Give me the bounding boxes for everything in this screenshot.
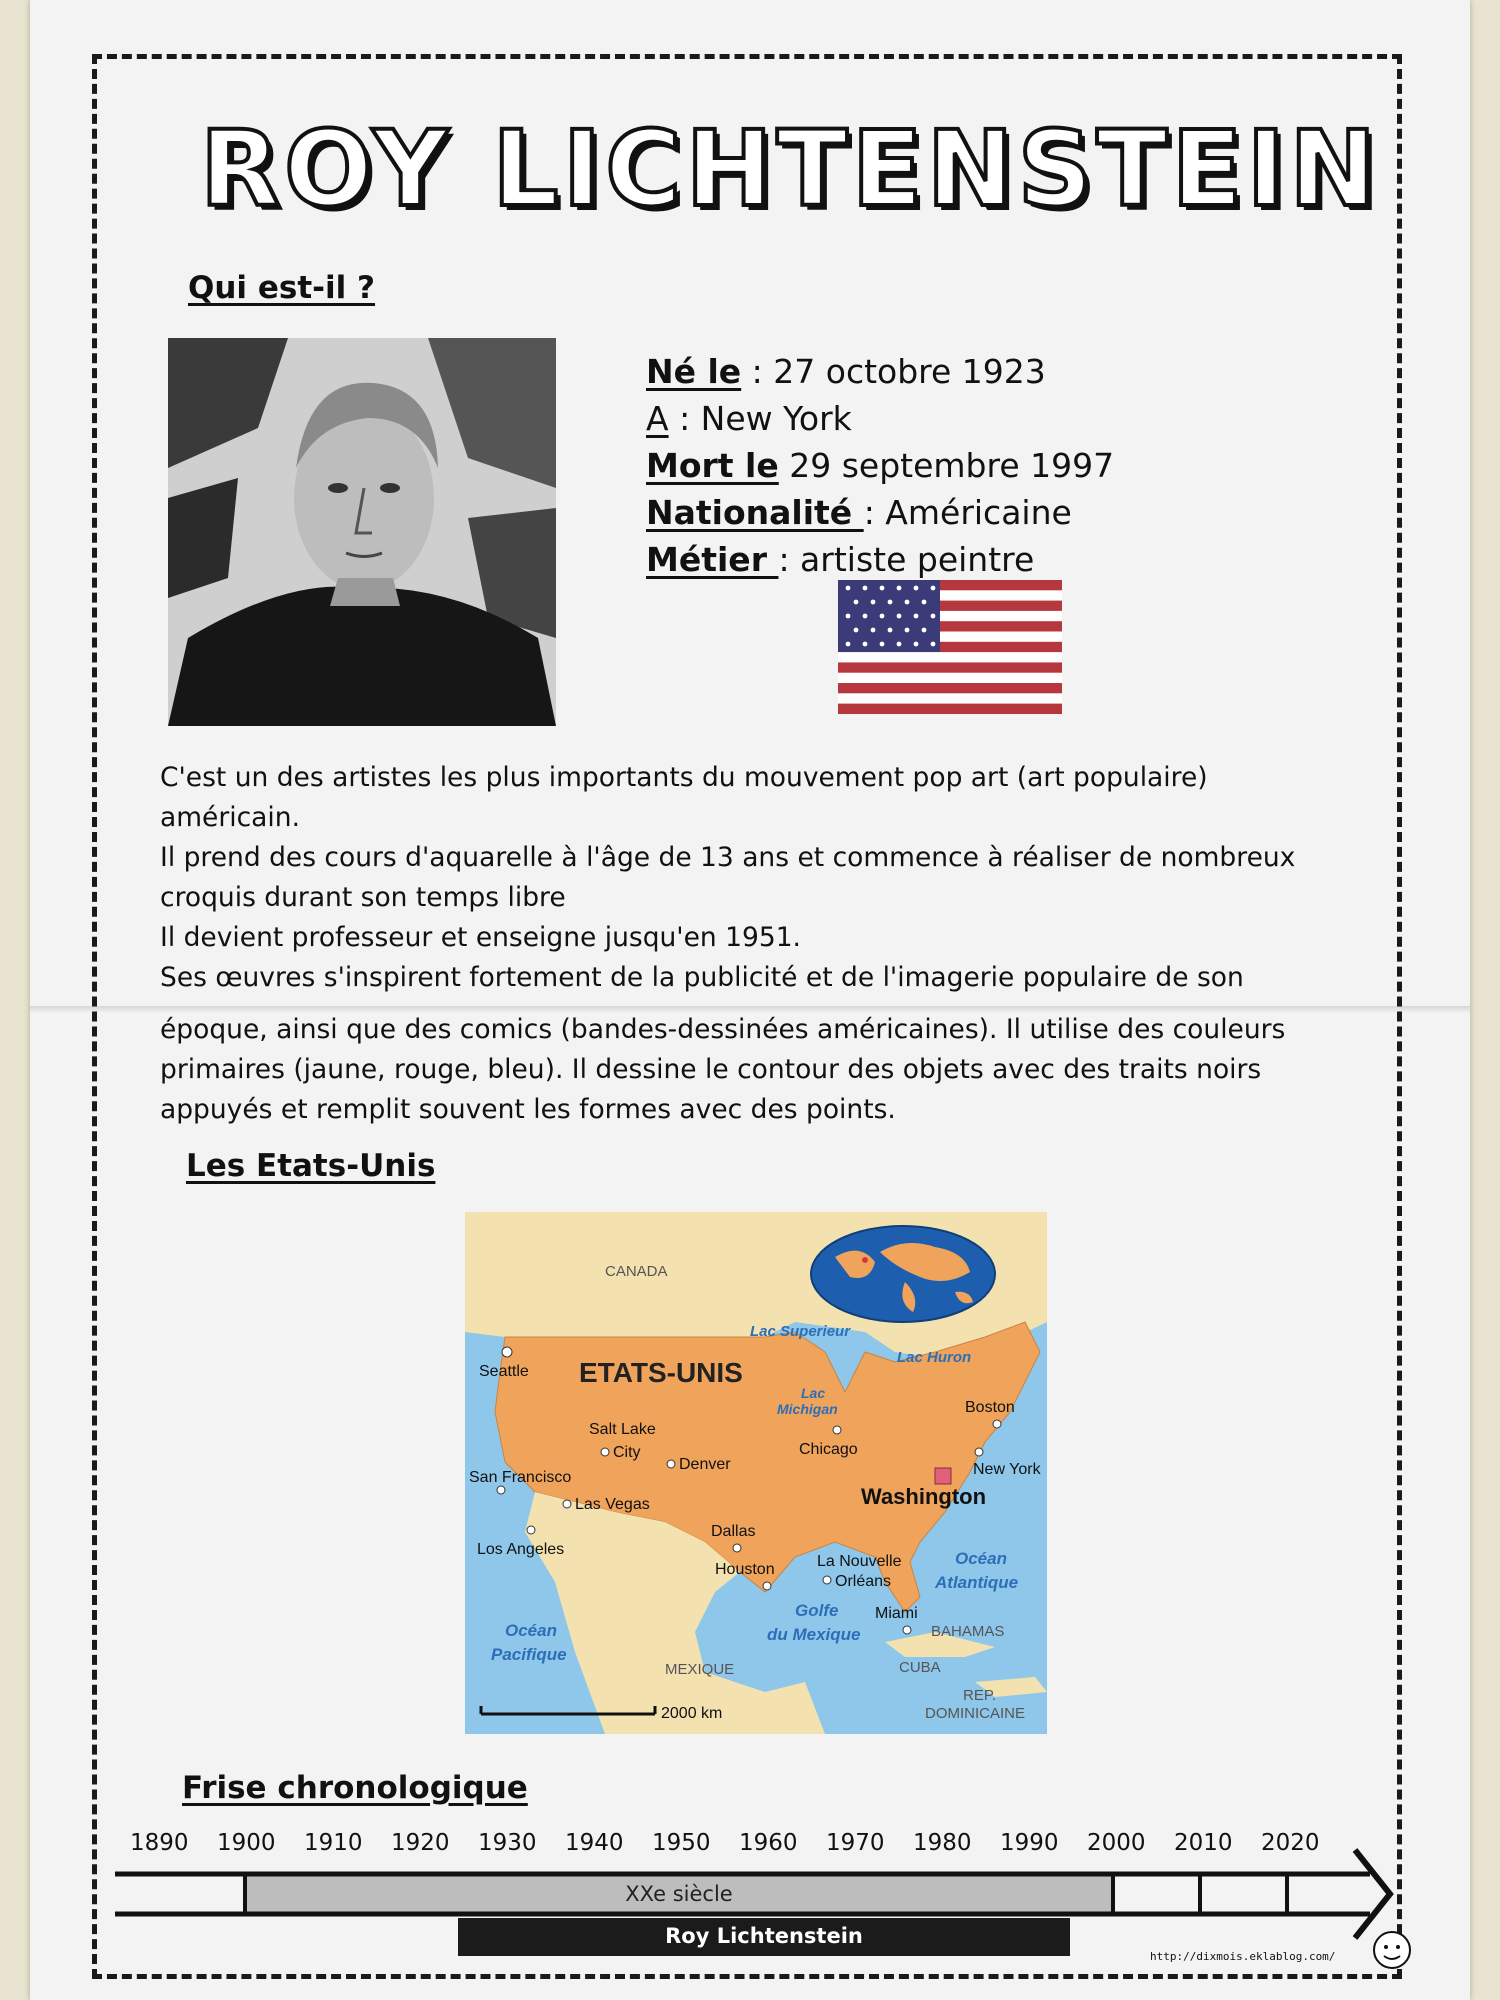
map-label-lake-superior: Lac Superieur [750,1323,851,1340]
map-label-houston: Houston [715,1561,775,1578]
map-label-lake-huron: Lac Huron [897,1349,972,1366]
paragraph-line: Ses œuvres s'inspirent fortement de la publicité et de l'imagerie populaire de son [160,962,1244,993]
timeline-year: 2000 [1087,1830,1146,1856]
death-date-label: Mort le [646,446,779,485]
paragraph-line: Il prend des cours d'aquarelle à l'âge de 13 ans et commence à réaliser de nombreux [160,842,1296,873]
source-url: http://dixmois.eklablog.com/ [1150,1950,1336,1963]
map-label-las-vegas: Las Vegas [575,1496,650,1513]
nationality-label: Nationalité [646,493,864,532]
birth-date-row [646,348,1206,395]
map-label-atlantic-2: Atlantique [935,1573,1019,1592]
map-label-cuba: CUBA [899,1659,941,1676]
map-label-seattle: Seattle [479,1363,529,1380]
nationality-row [646,489,1206,536]
timeline-year: 2020 [1261,1830,1320,1856]
map-label-gulf: Golfe [795,1601,839,1620]
paragraph-line: croquis durant son temps libre [160,882,566,913]
map-label-country: ETATS-UNIS [579,1357,743,1388]
death-date-value: 29 septembre 1997 [778,446,1115,485]
job-row [646,536,1206,583]
map-label-new-orleans-2: Orléans [835,1573,892,1590]
map-label-pacific-2: Pacifique [491,1645,567,1664]
section-title-who: Qui est-il ? [188,270,376,306]
timeline-year: 1990 [1000,1830,1059,1856]
paragraph-line: Il devient professeur et enseigne jusqu'en 1951. [160,922,801,953]
map-label-rep-2: DOMINICAINE [925,1705,1026,1722]
map-label-los-angeles: Los Angeles [477,1541,565,1558]
map-label-salt-lake-city: City [613,1444,641,1461]
timeline-year: 1940 [565,1830,624,1856]
author-logo-icon [1370,1928,1414,1972]
timeline-year: 1980 [913,1830,972,1856]
job-label: Métier [646,540,779,579]
map-label-gulf-2: du Mexique [767,1625,861,1644]
paragraph-line: appuyés et remplit souvent les formes avec des points. [160,1094,896,1125]
map-label-san-francisco: San Francisco [469,1469,572,1486]
map-label-new-orleans: La Nouvelle [817,1553,902,1570]
timeline-year: 1920 [391,1830,450,1856]
birth-date-label: Né le [646,352,742,391]
map-label-washington: Washington [861,1484,987,1509]
map-label-rep: REP. [963,1687,997,1704]
map-label-lake-michigan-2: Michigan [777,1401,838,1417]
death-date-row [646,442,1206,489]
page-title: ROY LICHTENSTEIN [200,108,1381,230]
map-label-pacific: Océan [505,1621,557,1640]
timeline-year: 1960 [739,1830,798,1856]
us-flag-icon [838,580,1062,714]
timeline-year: 1970 [826,1830,885,1856]
birth-place-value: : New York [668,399,852,438]
paragraph-line: primaires (jaune, rouge, bleu). Il dessine le contour des objets avec des traits noirs [160,1054,1262,1085]
map-label-boston: Boston [965,1399,1015,1416]
map-label-new-york: New York [973,1461,1041,1478]
section-title-usa: Les Etats-Unis [186,1148,436,1184]
map-label-canada: CANADA [605,1263,668,1280]
timeline-year: 1900 [217,1830,276,1856]
birth-place-row [646,395,1206,442]
usa-map [465,1212,1047,1734]
map-label-atlantic: Océan [955,1549,1007,1568]
section-title-timeline: Frise chronologique [182,1770,528,1806]
paragraph-line: époque, ainsi que des comics (bandes-dessinées américaines). Il utilise des couleurs [160,1014,1286,1045]
timeline-year: 2010 [1174,1830,1233,1856]
century-label: XXe siècle [625,1882,733,1906]
map-label-chicago: Chicago [799,1441,858,1458]
timeline-year: 1910 [304,1830,363,1856]
life-label: Roy Lichtenstein [665,1924,863,1948]
map-scale-label: 2000 km [661,1705,723,1722]
timeline-year: 1930 [478,1830,537,1856]
timeline-arrow-icon [1355,1850,1390,1938]
bio-paragraph [160,758,1324,998]
nationality-value: : Américaine [863,493,1072,532]
map-label-mexique: MEXIQUE [665,1661,735,1678]
map-label-miami: Miami [875,1605,918,1622]
map-label-salt-lake: Salt Lake [589,1421,656,1438]
birth-place-label: A [646,399,669,438]
birth-date-value: : 27 octobre 1923 [741,352,1046,391]
map-label-lake-michigan: Lac [801,1385,826,1401]
paragraph-line: américain. [160,802,301,833]
map-label-dallas: Dallas [711,1523,756,1540]
job-value: : artiste peintre [778,540,1035,579]
map-label-bahamas: BAHAMAS [931,1623,1005,1640]
map-label-denver: Denver [679,1456,731,1473]
bio-paragraph-continued [160,1010,1324,1130]
portrait-photo [168,338,556,726]
bio-info [646,348,1206,583]
timeline-year: 1890 [130,1830,189,1856]
paragraph-line: C'est un des artistes les plus importants du mouvement pop art (art populaire) [160,762,1208,793]
timeline-year: 1950 [652,1830,711,1856]
